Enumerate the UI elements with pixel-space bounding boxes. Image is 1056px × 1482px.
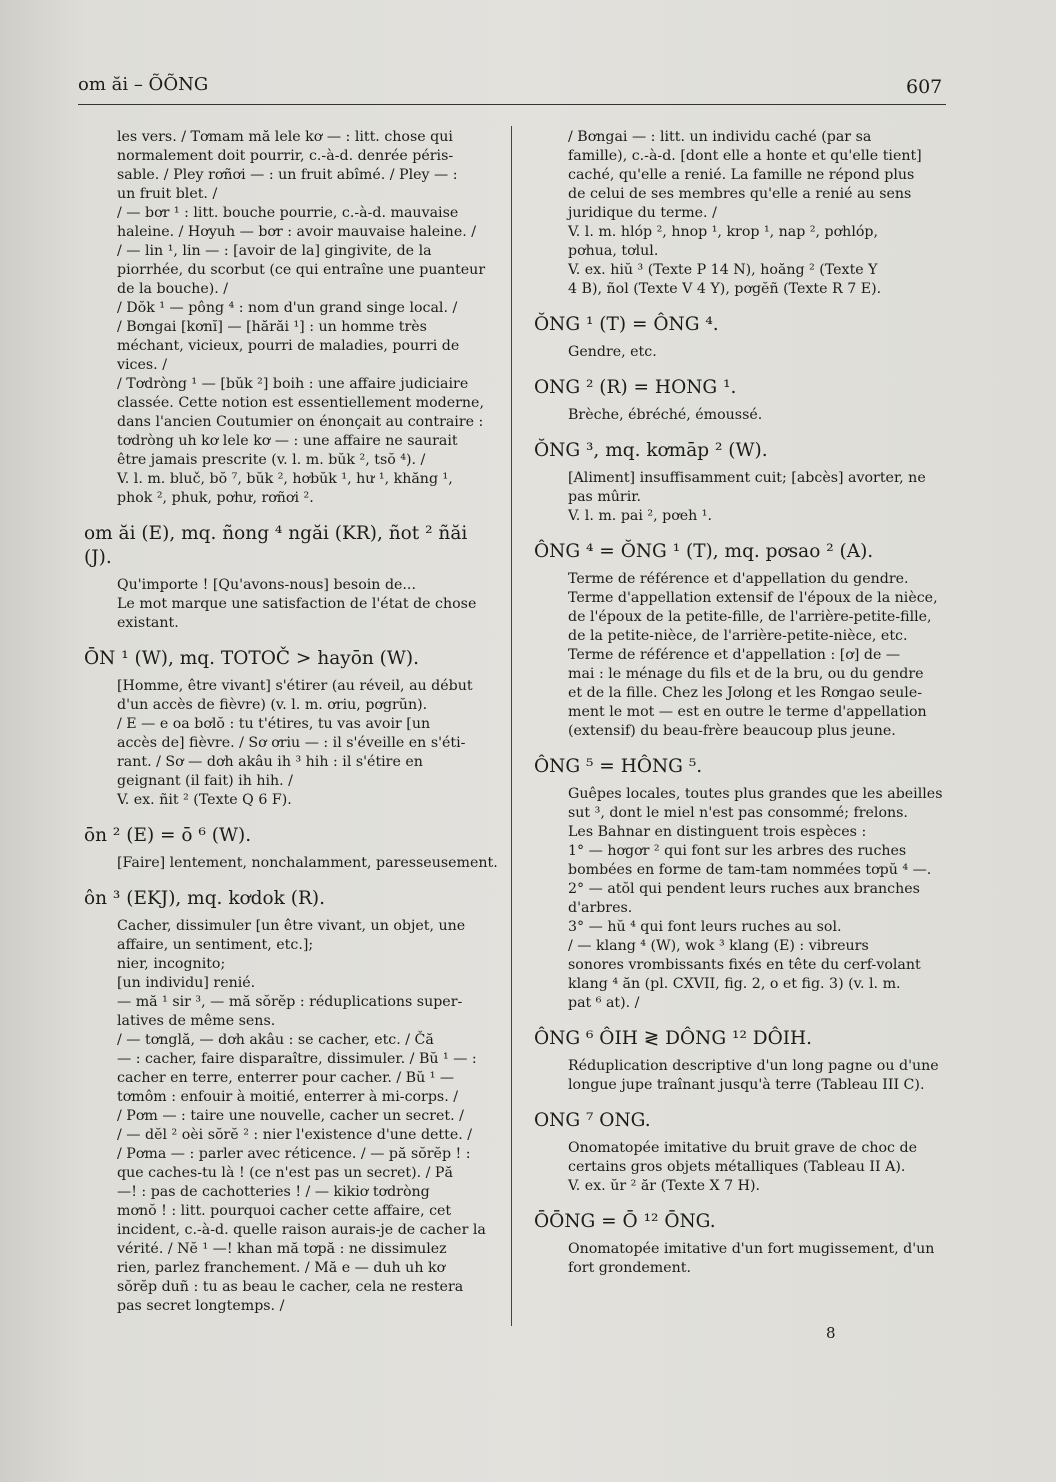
entry-body bbox=[568, 343, 944, 362]
text-line: / — bơr ¹ : litt. bouche pourrie, c.-à-d. mauvaise bbox=[117, 205, 459, 221]
text-line: sable. / Pley rơñơi — : un fruit abîmé. / Pley — : bbox=[117, 167, 458, 183]
entry-headword: ŎNG ¹ (T) = ÔNG ⁴. bbox=[534, 314, 719, 335]
header-rule bbox=[78, 104, 946, 105]
text-line: nier, incognito; bbox=[117, 956, 226, 972]
text-line: Gendre, etc. bbox=[568, 344, 657, 360]
text-line: Terme de référence et d'appellation : [ơ] de — bbox=[568, 647, 901, 663]
text-line: [Homme, être vivant] s'étirer (au réveil, au début bbox=[117, 678, 473, 694]
text-line: de l'époux de la petite-fille, de l'arrière-petite-fille, bbox=[568, 609, 932, 625]
text-line: V. ex. hiŭ ³ (Texte P 14 N), hoăng ² (Texte Y bbox=[568, 262, 878, 278]
text-line: caché, qu'elle a renié. La famille ne répond plus bbox=[568, 167, 915, 183]
text-line: normalement doit pourrir, c.-à-d. denrée péris- bbox=[117, 148, 454, 164]
text-line: klang ⁴ ăn (pl. CXVII, fig. 2, o et fig. 3) (v. l. m. bbox=[568, 976, 901, 992]
text-line: que caches-tu là ! (ce n'est pas un secret). / Pă bbox=[117, 1165, 453, 1181]
entry-body bbox=[568, 1057, 944, 1095]
entry-body bbox=[568, 406, 944, 425]
text-line: être jamais prescrite (v. l. m. bŭk ², tsŏ ⁴). / bbox=[117, 452, 426, 468]
text-line: 4 B), ñol (Texte V 4 Y), pơgĕñ (Texte R 7 E). bbox=[568, 281, 882, 297]
text-line: tơmôm : enfouir à moitié, enterrer à mi-corps. / bbox=[117, 1089, 459, 1105]
entry-body bbox=[568, 1139, 944, 1196]
text-line: mơnŏ ! : litt. pourquoi cacher cette affaire, cet bbox=[117, 1203, 452, 1219]
text-line: pơhua, tơlul. bbox=[568, 243, 659, 259]
text-line: accès de] fièvre. / Sơ ơriu — : il s'éveille en s'éti- bbox=[117, 735, 466, 751]
entry-body bbox=[568, 128, 944, 299]
text-line: cacher en terre, enterrer pour cacher. / Bŭ ¹ — bbox=[117, 1070, 455, 1086]
entry-headword: ōn ² (E) = ō ⁶ (W). bbox=[84, 825, 252, 846]
text-line: haleine. / Hơyuh — bơr : avoir mauvaise haleine. / bbox=[117, 224, 477, 240]
text-line: piorrhée, du scorbut (ce qui entraîne une puanteur bbox=[117, 262, 486, 278]
text-line: fort grondement. bbox=[568, 1260, 692, 1276]
text-line: tơdròng uh kơ lele kơ — : une affaire ne saurait bbox=[117, 433, 458, 449]
entry-headword: ÔNG ⁴ = ŎNG ¹ (T), mq. pơsao ² (A). bbox=[534, 541, 874, 562]
text-line: d'un accès de fièvre) (v. l. m. ơriu, pơgrŭn). bbox=[117, 697, 428, 713]
entry-body bbox=[568, 469, 944, 526]
text-line: — : cacher, faire disparaître, dissimuler. / Bŭ ¹ — : bbox=[117, 1051, 477, 1067]
text-line: (extensif) du beau-frère beaucoup plus jeune. bbox=[568, 723, 896, 739]
text-line: Qu'importe ! [Qu'avons-nous] besoin de... bbox=[117, 577, 416, 593]
text-line: existant. bbox=[117, 615, 179, 631]
text-line: / — tơnglă, — dơh akâu : se cacher, etc. / Čă bbox=[117, 1032, 434, 1048]
text-line: Cacher, dissimuler [un être vivant, un objet, une bbox=[117, 918, 466, 934]
text-line: 2° — atŏl qui pendent leurs ruches aux branches bbox=[568, 881, 920, 897]
text-line: [un individu] renié. bbox=[117, 975, 256, 991]
text-line: pat ⁶ at). / bbox=[568, 995, 640, 1011]
signature-number: 8 bbox=[826, 1324, 836, 1342]
text-line: sonores vrombissants fixés en tête du cerf-volant bbox=[568, 957, 921, 973]
text-line: longue jupe traînant jusqu'à terre (Tableau III C). bbox=[568, 1077, 925, 1093]
text-line: rant. / Sơ — dơh akâu ih ³ hih : il s'étire en bbox=[117, 754, 423, 770]
text-line: [Faire] lentement, nonchalamment, paresseusement. bbox=[117, 855, 498, 871]
text-line: de la petite-nièce, de l'arrière-petite-nièce, etc. bbox=[568, 628, 908, 644]
text-line: rien, parlez franchement. / Mă e — duh uh kơ bbox=[117, 1260, 446, 1276]
left-column bbox=[84, 128, 498, 1316]
text-line: V. l. m. pai ², pơeh ¹. bbox=[568, 508, 712, 524]
text-line: / Pơm — : taire une nouvelle, cacher un secret. / bbox=[117, 1108, 464, 1124]
text-line: de la bouche). / bbox=[117, 281, 229, 297]
text-line: certains gros objets métalliques (Tableau II A). bbox=[568, 1159, 906, 1175]
text-line: affaire, un sentiment, etc.]; bbox=[117, 937, 314, 953]
text-line: Onomatopée imitative du bruit grave de choc de bbox=[568, 1140, 917, 1156]
text-line: Terme d'appellation extensif de l'époux de la nièce, bbox=[568, 590, 938, 606]
text-line: bombées en forme de tam-tam nommées tơpŭ ⁴ —. bbox=[568, 862, 932, 878]
text-line: / — dĕl ² oèi sŏrĕ ² : nier l'existence d'une dette. / bbox=[117, 1127, 473, 1143]
text-line: phok ², phuk, pơhư, rơñơi ². bbox=[117, 490, 314, 506]
text-line: Guêpes locales, toutes plus grandes que les abeilles bbox=[568, 786, 943, 802]
text-line: classée. Cette notion est essentiellement moderne, bbox=[117, 395, 484, 411]
text-line: vices. / bbox=[117, 357, 167, 373]
text-line: / — lin ¹, lin — : [avoir de la] gingivite, de la bbox=[117, 243, 432, 259]
entry-body bbox=[117, 677, 498, 810]
entry-headword: ONG ² (R) = HONG ¹. bbox=[534, 377, 737, 398]
text-line: pas secret longtemps. / bbox=[117, 1298, 285, 1314]
running-head: om ăi – ÕÕNG bbox=[78, 74, 209, 95]
text-line: ment le mot — est en outre le terme d'appellation bbox=[568, 704, 927, 720]
entry-headword: ôn ³ (EKJ), mq. kơdok (R). bbox=[84, 888, 325, 909]
entry-body bbox=[117, 576, 498, 633]
text-line: Les Bahnar en distinguent trois espèces : bbox=[568, 824, 867, 840]
text-line: geignant (il fait) ih hih. / bbox=[117, 773, 293, 789]
text-line: / Tơdròng ¹ — [bŭk ²] boih : une affaire judiciaire bbox=[117, 376, 469, 392]
text-line: [Aliment] insuffisamment cuit; [abcès] avorter, ne bbox=[568, 470, 926, 486]
entry-headword: ÔNG ⁶ ÔIH ≷ DÔNG ¹² DÔIH. bbox=[534, 1028, 813, 1049]
text-line: / E — e oa bơlŏ : tu t'étires, tu vas avoir [un bbox=[117, 716, 431, 732]
entry-body bbox=[117, 917, 498, 1316]
text-line: Le mot marque une satisfaction de l'état de chose bbox=[117, 596, 477, 612]
text-line: / Pơma — : parler avec réticence. / — pă sŏrĕp ! : bbox=[117, 1146, 471, 1162]
text-line: dans l'ancien Coutumier on énonçait au contraire : bbox=[117, 414, 484, 430]
text-line: —! : pas de cachotteries ! / — kikiơ tơdròng bbox=[117, 1184, 430, 1200]
entry-headword: ŌŌNG = Ō ¹² ŌNG. bbox=[534, 1211, 716, 1232]
text-line: incident, c.-à-d. quelle raison aurais-je de cacher la bbox=[117, 1222, 486, 1238]
text-line: / Bơngai — : litt. un individu caché (par sa bbox=[568, 129, 872, 145]
text-line: Onomatopée imitative d'un fort mugissement, d'un bbox=[568, 1241, 935, 1257]
entry-body bbox=[117, 854, 498, 873]
text-line: Brèche, ébréché, émoussé. bbox=[568, 407, 763, 423]
column-divider bbox=[511, 126, 512, 1326]
entry-headword: ŌN ¹ (W), mq. TOTOČ > hayōn (W). bbox=[84, 648, 419, 669]
text-line: sŏrĕp duñ : tu as beau le cacher, cela ne restera bbox=[117, 1279, 464, 1295]
text-line: et de la fille. Chez les Jơlong et les Rơngao seule- bbox=[568, 685, 923, 701]
text-line: Terme de référence et d'appellation du gendre. bbox=[568, 571, 909, 587]
entry-body bbox=[568, 1240, 944, 1278]
entry-body bbox=[568, 570, 944, 741]
text-line: mai : le ménage du fils et de la bru, ou du gendre bbox=[568, 666, 924, 682]
text-line: les vers. / Tơmam mă lele kơ — : litt. chose qui bbox=[117, 129, 453, 145]
text-line: latives de même sens. bbox=[117, 1013, 276, 1029]
text-line: pas mûrir. bbox=[568, 489, 641, 505]
text-line: juridique du terme. / bbox=[568, 205, 717, 221]
entry-headword: om ăi (E), mq. ñong ⁴ ngăi (KR), ñot ² ñăi (J). bbox=[84, 523, 468, 568]
text-line: 1° — hơgơr ² qui font sur les arbres des ruches bbox=[568, 843, 907, 859]
text-line: vérité. / Nĕ ¹ —! khan mă tơpă : ne dissimulez bbox=[117, 1241, 447, 1257]
entry-headword: ÔNG ⁵ = HÔNG ⁵. bbox=[534, 756, 703, 777]
text-line: Réduplication descriptive d'un long pagne ou d'une bbox=[568, 1058, 939, 1074]
text-line: / Dŏk ¹ — pông ⁴ : nom d'un grand singe local. / bbox=[117, 300, 458, 316]
text-line: / — klang ⁴ (W), wok ³ klang (E) : vibreurs bbox=[568, 938, 869, 954]
text-line: 3° — hŭ ⁴ qui font leurs ruches au sol. bbox=[568, 919, 842, 935]
text-line: / Bơngai [kơnĭ] — [hărăi ¹] : un homme très bbox=[117, 319, 427, 335]
text-line: V. l. m. hlóp ², hnop ¹, krop ¹, nap ², pơhlóp, bbox=[568, 224, 878, 240]
text-line: V. ex. ñit ² (Texte Q 6 F). bbox=[117, 792, 292, 808]
text-line: V. l. m. bluč, bŏ ⁷, bŭk ², hơbŭk ¹, hư ¹, khăng ¹, bbox=[117, 471, 453, 487]
text-line: sut ³, dont le miel n'est pas consommé; frelons. bbox=[568, 805, 908, 821]
text-line: un fruit blet. / bbox=[117, 186, 218, 202]
text-line: — mă ¹ sir ³, — mă sŏrĕp : réduplications super- bbox=[117, 994, 463, 1010]
entry-body bbox=[117, 128, 498, 508]
text-line: de celui de ses membres qu'elle a renié au sens bbox=[568, 186, 912, 202]
page-number: 607 bbox=[906, 76, 943, 98]
text-line: méchant, vicieux, pourri de maladies, pourri de bbox=[117, 338, 460, 354]
entry-headword: ŎNG ³, mq. kơmāp ² (W). bbox=[534, 440, 768, 461]
text-line: famille), c.-à-d. [dont elle a honte et qu'elle tient] bbox=[568, 148, 922, 164]
text-line: V. ex. ŭr ² ăr (Texte X 7 H). bbox=[568, 1178, 761, 1194]
right-column bbox=[534, 128, 944, 1278]
entry-headword: ONG ⁷ ONG. bbox=[534, 1110, 651, 1131]
text-line: d'arbres. bbox=[568, 900, 633, 916]
entry-body bbox=[568, 785, 944, 1013]
